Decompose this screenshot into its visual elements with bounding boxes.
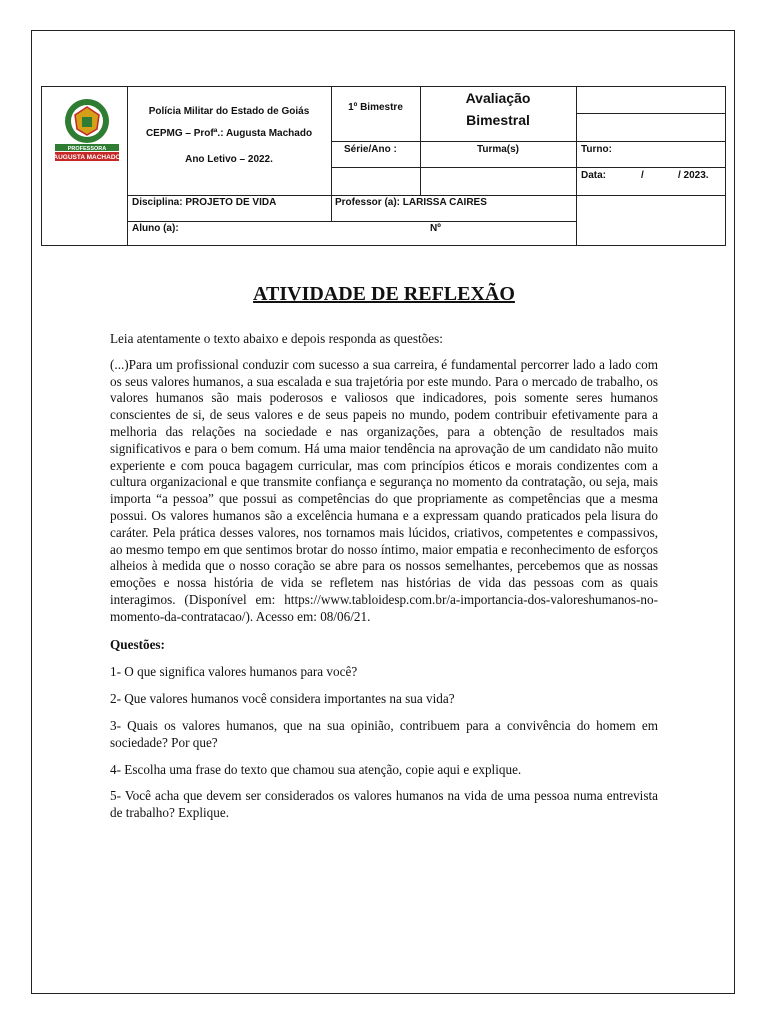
question-4: 4- Escolha uma frase do texto que chamou sua atenção, copie aqui e explique. bbox=[110, 761, 522, 777]
header-table bbox=[41, 86, 726, 246]
question-1: 1- O que significa valores humanos para você? bbox=[110, 664, 358, 680]
shift-label: Turno: bbox=[581, 144, 612, 155]
page-title: ATIVIDADE DE REFLEXÃO bbox=[253, 283, 515, 305]
number-label: Nº bbox=[430, 223, 441, 234]
institution-name: Polícia Militar do Estado de Goiás bbox=[148, 106, 310, 117]
question-3: 3- Quais os valores humanos, que na sua opinião, contribuem para a convivência do homem em sociedade? Por que? bbox=[110, 717, 658, 750]
evaluation-title-line1: Avaliação bbox=[465, 90, 531, 106]
instruction: Leia atentamente o texto abaixo e depois responda as questões: bbox=[110, 331, 443, 346]
questions-heading: Questões: bbox=[110, 636, 165, 652]
date-label: Data: bbox=[581, 170, 607, 181]
logo-text-top: PROFESSORA bbox=[67, 146, 107, 152]
bimester-label: 1º Bimestre bbox=[348, 102, 403, 113]
passage: (...)Para um profissional conduzir com sucesso a sua carreira, é fundamental percorrer lado a lado com os seus valores humanos, a sua escalada e sua trajetória por este mundo. Para o mercado de trabalho, os valores humanos são mais poderosos e valiosos que indicadores, pois somente seres humanos conscientes de si, de seus valores e de seus papeis no mundo, podem contribuir efetivamente para a melhoria das relações na sociedade e nas organizações, para a obtenção de resultados mais significativos e para o bem comum. Há uma maior tendência na aprovação de um candidato não muito experiente e com pouca bagagem curricular, mas com princípios éticos e morais condizentes com a cultura organizacional e que transmite confiança e segurança no momento da contratação, ou seja, mais importa “a pessoa” que possui as competências do que propriamente as competências que a mesma possui. Os valores humanos são a excelência humana e a expressam quando praticados pela lisura do caráter. Pela prática desses valores, nos tornamos mais lúcidos, criativos, competentes e compassivos, ao mesmo tempo em que sentimos brotar do nosso íntimo, maior empatia e reconhecimento de esforços alheios à medida que o nosso coração se abre para os nossos semelhantes, percebemos que as nossas emoções e nossa história de vida se refletem nas histórias de vida das pessoas com as quais interagimos. (Disponível em: https://www.tabloidesp.com.br/a-importancia-dos-valoreshumanos-no-momento-da-contratacao/). Acesso em: 08/06/21. bbox=[110, 356, 658, 624]
series-label: Série/Ano : bbox=[344, 144, 397, 155]
school-year: Ano Letivo – 2022. bbox=[185, 154, 273, 165]
teacher-label: Professor (a): LARISSA CAIRES bbox=[335, 197, 487, 208]
date-separator: / bbox=[641, 170, 644, 181]
question-5: 5- Você acha que devem ser considerados os valores humanos na vida de uma pessoa numa entrevista de trabalho? Explique. bbox=[110, 788, 658, 821]
logo-text-bottom: AUGUSTA MACHADO bbox=[53, 154, 121, 161]
date-year: / 2023. bbox=[678, 170, 709, 181]
content bbox=[110, 331, 658, 822]
class-label: Turma(s) bbox=[476, 144, 520, 155]
student-label: Aluno (a): bbox=[132, 223, 179, 234]
evaluation-title-line2: Bimestral bbox=[466, 112, 530, 128]
school-logo bbox=[52, 97, 122, 163]
question-2: 2- Que valores humanos você considera importantes na sua vida? bbox=[110, 691, 455, 707]
subject-label: Disciplina: PROJETO DE VIDA bbox=[132, 197, 277, 208]
school-name: CEPMG – Profª.: Augusta Machado bbox=[145, 128, 313, 139]
logo-shield-center bbox=[82, 117, 92, 127]
